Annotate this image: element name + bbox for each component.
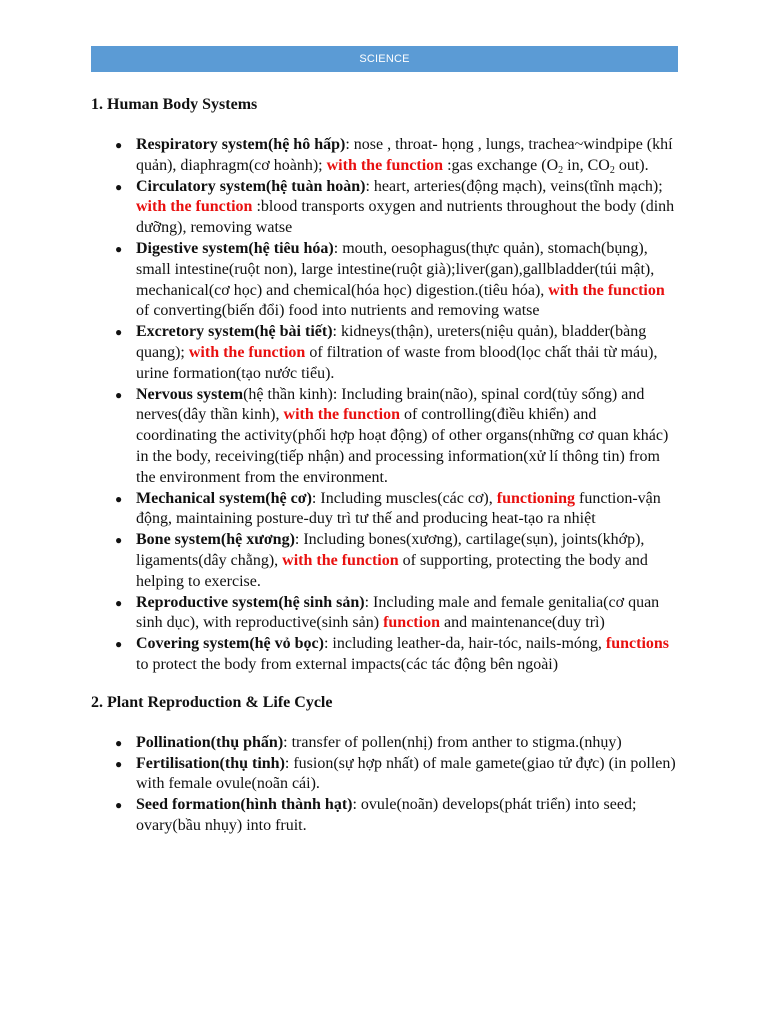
list-item-bone: ● Bone system(hệ xương): Including bones(xương), cartilage(sụn), joints(khớp), ligaments(dây chằng), with the function of supporting, protecting the body and helping to exercise. <box>115 531 648 590</box>
list-item-circulatory: ● Circulatory system(hệ tuàn hoàn): heart, arteries(động mạch), veins(tĩnh mạch); with the function :blood transports oxygen and nutrients throughout the body (dinh dưỡng), removing watse <box>115 177 675 237</box>
list-item-digestive: ● Digestive system(hệ tiêu hóa): mouth, oesophagus(thực quản), stomach(bụng), small intestine(ruột non), large intestine(ruột già);liver(gan),gallbladder(túi mật), mechanical(cơ học) and chemical(hóa học) digestion.(tiêu hóa), with the function of converting(biến đổi) food into nutrients and removing watse <box>115 239 665 320</box>
list-item-pollination: ● Pollination(thụ phấn): transfer of pollen(nhị) from anther to stigma.(nhụy) <box>136 733 681 754</box>
list-item-fertilisation: ● Fertilisation(thụ tinh): fusion(sự hợp nhất) of male gamete(giao tử đực) (in pollen) with female ovule(noãn cái). <box>115 754 676 793</box>
bullet-icon: ● <box>115 387 123 402</box>
banner-title: SCIENCE <box>359 53 410 65</box>
heading-human-body-systems: 1. Human Body Systems <box>91 96 258 113</box>
bullet-icon: ● <box>115 325 123 340</box>
human-body-systems-list <box>91 135 681 676</box>
bullet-icon: ● <box>115 735 123 750</box>
list-item-covering: ● Covering system(hệ vỏ bọc): including leather-da, hair-tóc, nails-móng, functions to protect the body from external impacts(các tác động bên ngoài) <box>115 635 670 673</box>
section-banner <box>91 46 678 72</box>
bullet-icon: ● <box>115 241 123 256</box>
bullet-icon: ● <box>115 533 123 548</box>
list-item-respiratory: ● Respiratory system(hệ hô hấp): nose , throat- họng , lungs, trachea~windpipe (khí quản), diaphragm(cơ hoành); with the function :gas exchange ($O_2$ in, $CO_2$ out). <box>115 136 673 176</box>
list-item-seed-formation: ● Seed formation(hình thành hạt): ovule(noãn) develops(phát triển) into seed; ovary(bầu nhụy) into fruit. <box>115 796 637 834</box>
list-item-mechanical: ● Mechanical system(hệ cơ): Including muscles(các cơ), functioning function-vận động, maintaining posture-duy trì tư thế and producing heat-tạo ra nhiệt <box>115 489 661 528</box>
list-item-nervous: ● Nervous system(hệ thần kinh): Including brain(não), spinal cord(tủy sống) and nerves(dây thần kinh), with the function of controlling(điều khiển) and coordinating the activity(phối hợp hoạt động) of other organs(những cơ quan khác) in the body, receiving(tiếp nhận) and processing information(xử lí thông tin) from the environment from the environment. <box>115 385 669 486</box>
list-item-reproductive: ● Reproductive system(hệ sinh sản): Including male and female genitalia(cơ quan sinh dục), with reproductive(sinh sản) function and maintenance(duy trì) <box>115 593 660 632</box>
document-body <box>91 92 681 837</box>
bullet-icon: ● <box>115 637 123 652</box>
bullet-icon: ● <box>115 595 123 610</box>
bullet-icon: ● <box>115 138 123 152</box>
bullet-icon: ● <box>115 179 123 194</box>
list-item-excretory: ● Excretory system(hệ bài tiết): kidneys(thận), ureters(niệu quản), bladder(bàng quang); with the function of filtration of waste from blood(lọc chất thải từ máu), urine formation(tạo nước tiểu). <box>115 323 658 382</box>
bullet-icon: ● <box>115 756 123 771</box>
plant-reproduction-list <box>91 733 681 837</box>
heading-plant-reproduction: 2. Plant Reproduction & Life Cycle <box>91 693 333 711</box>
bullet-icon: ● <box>115 491 123 506</box>
bullet-icon: ● <box>115 798 123 813</box>
